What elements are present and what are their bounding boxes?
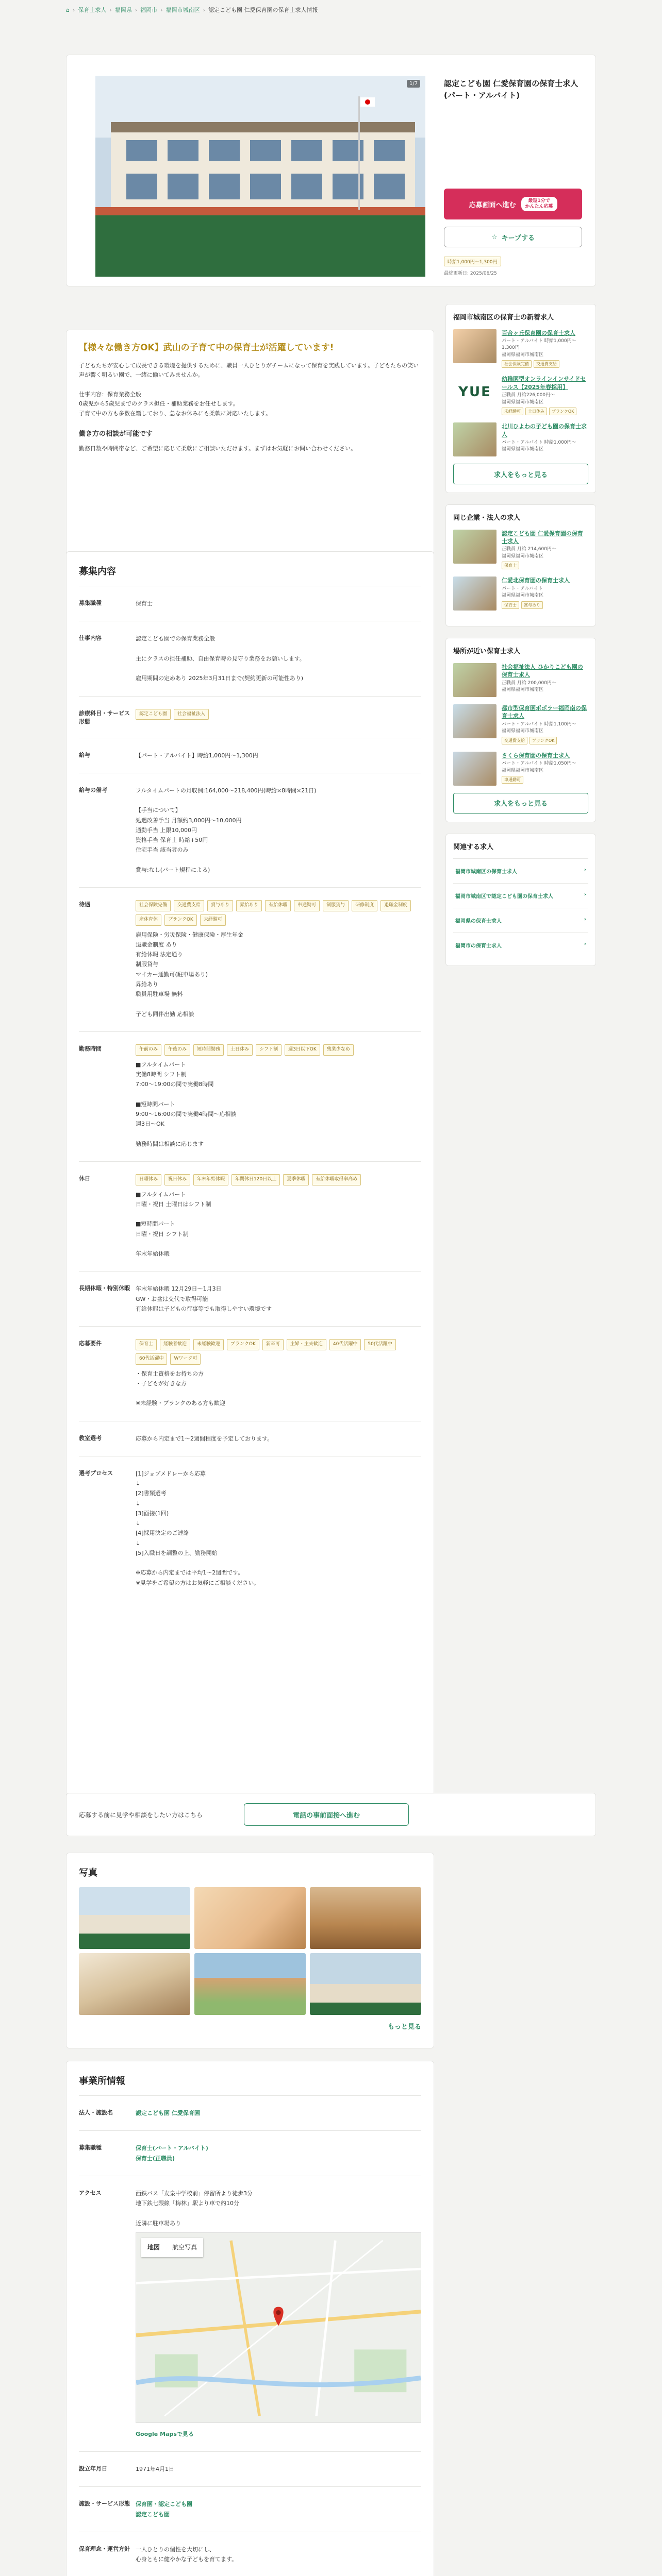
- sidebar-job[interactable]: [453, 329, 588, 368]
- home-icon[interactable]: ⌂: [66, 6, 70, 13]
- detail-label: 休日: [79, 1161, 136, 1272]
- feature-tag: 研修制度: [352, 900, 377, 911]
- office-table: [79, 2095, 421, 2576]
- detail-row: [79, 773, 421, 887]
- chevron-right-icon: ›: [584, 941, 586, 947]
- feature-tag: 交通費支給: [502, 737, 527, 744]
- feature-tag: 社会保険完備: [136, 900, 171, 911]
- detail-value: [136, 1456, 421, 1600]
- feature-tag: 認定こども園: [136, 709, 171, 720]
- map-tab-map[interactable]: 地図: [147, 2243, 160, 2251]
- feature-tag: 午後のみ: [164, 1044, 190, 1056]
- feature-tag: 産休育休: [136, 914, 161, 926]
- feature-tag: 日曜休み: [136, 1174, 161, 1185]
- detail-row: [79, 888, 421, 1032]
- job-summary: [502, 577, 570, 611]
- job-summary: [502, 375, 588, 415]
- feature-tag: 交通費支給: [534, 360, 559, 368]
- hero-photo[interactable]: [95, 76, 425, 277]
- keep-button[interactable]: [444, 227, 582, 247]
- feature-tag: ブランクOK: [227, 1339, 259, 1350]
- detail-tags: [136, 709, 421, 720]
- map-tab-satellite[interactable]: 航空写真: [172, 2243, 197, 2251]
- office-value: [136, 2131, 421, 2176]
- detail-value: [136, 738, 421, 773]
- feature-tag: 保育士: [502, 562, 519, 569]
- job-meta: パート・アルバイト 時給1,000円〜 福岡県福岡市城南区: [502, 439, 576, 452]
- job-tags: [502, 408, 588, 415]
- feature-tag: 主婦・主夫歓迎: [287, 1339, 326, 1350]
- office-label: 設立年月日: [79, 2452, 136, 2487]
- detail-tags: [136, 1174, 421, 1185]
- office-label: 施設・サービス形態: [79, 2487, 136, 2532]
- office-row: [79, 2096, 421, 2131]
- gallery-photo[interactable]: [310, 1953, 421, 2015]
- feature-tag: ブランクOK: [164, 914, 197, 926]
- detail-row: [79, 586, 421, 621]
- same-company-jobs: [445, 504, 596, 626]
- detail-label: 給与: [79, 738, 136, 773]
- gallery-photo[interactable]: [310, 1887, 421, 1949]
- job-thumbnail: [453, 422, 496, 456]
- job-thumbnail: [453, 704, 496, 738]
- feature-tag: 夏季休暇: [283, 1174, 309, 1185]
- office-label: 保育理念・運営方針: [79, 2532, 136, 2576]
- detail-value: [136, 1161, 421, 1272]
- access-map[interactable]: [136, 2232, 421, 2423]
- job-details: [66, 551, 434, 1829]
- feature-tag: 有給休暇: [265, 900, 291, 911]
- detail-label: 選考プロセス: [79, 1456, 136, 1600]
- job-tags: [502, 562, 588, 569]
- apply-button-label: 応募画面へ進む: [469, 201, 516, 209]
- detail-text: 応募から内定まで1〜2週間程度を予定しております。: [136, 1435, 273, 1442]
- detail-row: [79, 621, 421, 696]
- job-meta: 正職員 月給 200,000円〜 福岡県福岡市城南区: [502, 680, 556, 693]
- job-title: 認定こども園 仁愛保育園の保育士求人(パート・アルバイト): [444, 79, 578, 100]
- detail-value: [136, 696, 421, 738]
- office-text: 西鉄バス「友泉中学校前」停留所より徒歩3分 地下鉄七隈線「梅林」駅より車で約10分 近隣に駐車場あり: [136, 2190, 253, 2227]
- feature-tag: 年間休日120日以上: [231, 1174, 280, 1185]
- sidebar: [445, 304, 596, 977]
- job-title-link[interactable]: 認定こども園 仁愛保育園の保育士求人: [502, 530, 583, 545]
- office-link[interactable]: 保育園・認定こども園 認定こども園: [136, 2501, 192, 2518]
- job-summary: [502, 704, 588, 744]
- job-title-link[interactable]: さくら保育園の保育士求人: [502, 752, 570, 759]
- job-intro: [66, 330, 434, 556]
- detail-row: [79, 1421, 421, 1456]
- intro-sub-body: 勤務日数や時間帯など、ご希望に応じて柔軟にご相談いただけます。まずはお気軽にお問い合わせください。: [79, 445, 357, 452]
- detail-value: [136, 773, 421, 887]
- detail-row: [79, 1456, 421, 1600]
- nearby-jobs: [445, 304, 596, 493]
- sidebar-job[interactable]: [453, 530, 588, 570]
- feature-tag: 60代活躍中: [136, 1353, 167, 1365]
- detail-value: [136, 1421, 421, 1456]
- intro-body: 子どもたちが安心して成長できる環境を提供するために、職員一人ひとりがチームになって保育を実践しています。子どもたちの笑い声が響く明るい園で、一緒に働いてみませんか。 仕事内容：保育業務全般 0歳児から5歳児までのクラス担任・補助業務をお任せします。 子育て中の方も多数在籍しており、急なお休みにも柔軟に対応いたします。: [79, 362, 419, 417]
- job-title-link[interactable]: 北川ひよわの子ども園の保育士求人: [502, 423, 587, 438]
- sidebar-job[interactable]: [453, 422, 588, 456]
- feature-tag: 未経験可: [502, 408, 523, 415]
- feature-tag: 土日休み: [227, 1044, 253, 1056]
- detail-value: [136, 1327, 421, 1421]
- feature-tag: 交通費支給: [174, 900, 204, 911]
- job-title-link[interactable]: 幼稚園型オンラインインサイドセールス【2025年春採用】: [502, 376, 586, 391]
- intro-headline: 【様々な働き方OK】武山の子育て中の保育士が活躍しています!: [79, 343, 334, 353]
- star-icon: ☆: [491, 233, 498, 241]
- job-tags: [502, 601, 570, 609]
- job-meta: 正職員 月給 214,600円〜 福岡県福岡市城南区: [502, 547, 556, 559]
- feature-tag: 制服貸与: [323, 900, 349, 911]
- detail-row: [79, 1272, 421, 1327]
- map-canvas: [136, 2233, 421, 2423]
- google-maps-link[interactable]: Google Mapsで見る: [136, 2430, 194, 2437]
- detail-label: 応募要件: [79, 1327, 136, 1421]
- breadcrumb-item[interactable]: 福岡県: [114, 7, 132, 13]
- sidebar-heading: 同じ企業・法人の求人: [453, 514, 521, 522]
- feature-tag: 40代活躍中: [329, 1339, 361, 1350]
- job-tags: [502, 737, 588, 744]
- feature-tag: 車通勤可: [502, 776, 523, 784]
- detail-value: [136, 621, 421, 696]
- feature-tag: 社会保険完備: [502, 360, 532, 368]
- feature-tag: 土日休み: [525, 408, 547, 415]
- gallery-photo[interactable]: [194, 1953, 306, 2015]
- job-title-link[interactable]: 百合ヶ丘保育園の保育士求人: [502, 329, 575, 336]
- office-value: [136, 2452, 421, 2487]
- feature-tag: ブランクOK: [549, 408, 576, 415]
- breadcrumb-item[interactable]: 福岡市城南区: [166, 7, 200, 13]
- detail-value: [136, 888, 421, 1032]
- feature-tag: シフト制: [256, 1044, 282, 1056]
- feature-tag: 祝日休み: [164, 1174, 190, 1185]
- detail-text: 保育士: [136, 600, 153, 607]
- detail-label: 待遇: [79, 888, 136, 1032]
- job-thumbnail: [453, 329, 496, 363]
- detail-text: 【パート・アルバイト】時給1,000円〜1,300円: [136, 752, 258, 759]
- feature-tag: 退職金制度: [380, 900, 411, 911]
- area-jobs: [445, 638, 596, 822]
- sidebar-job[interactable]: [453, 704, 588, 744]
- apply-button[interactable]: [444, 189, 582, 219]
- detail-text: ■フルタイムパート 実働8時間 シフト制 7:00〜19:00の間で実働8時間 ■短時間パート 9:00〜16:00の間で実働4時間〜応相談 週3日〜OK 勤務時間は相談に応じます: [136, 1061, 237, 1147]
- detail-text: 年末年始休暇 12月29日〜1月3日 GW・お盆は交代で取得可能 有給休暇は子どもの行事等でも取得しやすい環境です: [136, 1285, 272, 1312]
- office-value: [136, 2096, 421, 2131]
- feature-tag: 午前のみ: [136, 1044, 161, 1056]
- detail-tags: [136, 1339, 421, 1365]
- feature-tag: 50代活躍中: [364, 1339, 395, 1350]
- keep-button-label: キープする: [501, 234, 535, 242]
- detail-row: [79, 696, 421, 738]
- related-link-label: 福岡県の保育士求人: [455, 919, 502, 925]
- detail-text: フルタイムパートの月収例:164,000〜218,400円(時給×8時間×21日) 【手当について】 処遇改善手当 月額約3,000円〜10,000円 通勤手当 上限10,000円 資格手当 保育士 時給+50円 住宅手当 該当者のみ 賞与:なし(パート規程による): [136, 787, 317, 873]
- office-info: [66, 2061, 434, 2576]
- feature-tag: 保育士: [502, 601, 519, 609]
- job-title-link[interactable]: 仁愛北保育園の保育士求人: [502, 577, 570, 584]
- detail-row: [79, 1031, 421, 1161]
- related-link[interactable]: [453, 908, 588, 933]
- gallery-photo[interactable]: [79, 1887, 190, 1949]
- map-type-tabs: [141, 2238, 203, 2257]
- office-row: [79, 2532, 421, 2576]
- breadcrumb: ⌂ › 保育士求人 › 福岡県 › 福岡市 › 福岡市城南区 › 認定こども園 仁愛保育園の保育士求人情報: [66, 6, 318, 13]
- feature-tag: 昇給あり: [236, 900, 262, 911]
- related-link-label: 福岡市城南区で認定こども園の保育士求人: [455, 894, 553, 900]
- job-thumbnail: [453, 375, 496, 409]
- job-summary: [502, 752, 576, 786]
- apply-badge: 最短1分で かんたん応募: [521, 197, 557, 211]
- breadcrumb-item[interactable]: 福岡市: [140, 7, 158, 13]
- detail-label: 勤務時間: [79, 1031, 136, 1161]
- detail-text: [1]ジョブメドレーから応募 ↓ [2]書類選考 ↓ [3]面接(1回) ↓ [4]採用決定のご連絡 ↓ [5]入職日を調整の上、勤務開始 ※応募から内定までは平均1〜2週間です。 ※見学をご希望の方はお気軽にご相談ください。: [136, 1470, 260, 1586]
- salary-tag: 時給1,000円〜1,300円: [444, 257, 501, 266]
- chevron-right-icon: ›: [584, 892, 586, 898]
- section-title: 事業所情報: [79, 2076, 125, 2087]
- detail-label: 教室選考: [79, 1421, 136, 1456]
- salary-tags: [444, 257, 588, 266]
- feature-tag: 車通勤可: [294, 900, 320, 911]
- job-thumbnail: [453, 530, 496, 564]
- job-thumbnail: [453, 577, 496, 611]
- detail-tags: [136, 1044, 421, 1056]
- more-jobs-button[interactable]: 求人をもっと見る: [453, 793, 588, 814]
- office-text: 1971年4月1日: [136, 2466, 174, 2472]
- feature-tag: 経験者歓迎: [160, 1339, 190, 1350]
- feature-tag: 社会福祉法人: [174, 709, 209, 720]
- gallery-photo[interactable]: [79, 1953, 190, 2015]
- related-link-label: 福岡市城南区の保育士求人: [455, 869, 517, 875]
- job-hero: [66, 55, 596, 286]
- job-summary: [502, 663, 588, 697]
- job-meta: パート・アルバイト 時給1,000円〜1,300円 福岡県福岡市城南区: [502, 338, 576, 358]
- detail-value: [136, 1272, 421, 1327]
- detail-value: [136, 1031, 421, 1161]
- office-label: アクセス: [79, 2176, 136, 2451]
- consult-text: 応募する前に見学や相談をしたい方はこちら: [79, 1811, 203, 1819]
- feature-tag: 未経験歓迎: [193, 1339, 224, 1350]
- job-title-link[interactable]: 都市型保育園ポポラー福岡南の保育士求人: [502, 704, 587, 720]
- last-updated: 最終更新日: 2025/06/25: [444, 271, 497, 276]
- photo-gallery: [66, 1853, 434, 2048]
- feature-tag: 短時間勤務: [193, 1044, 224, 1056]
- sidebar-job[interactable]: [453, 375, 588, 415]
- job-details-table: [79, 586, 421, 1600]
- feature-tag: 賞与あり: [207, 900, 233, 911]
- chevron-right-icon: ›: [584, 917, 586, 923]
- feature-tag: ブランクOK: [529, 737, 557, 744]
- detail-label: 長期休暇・特別休暇: [79, 1272, 136, 1327]
- detail-label: 診療科目・サービス形態: [79, 696, 136, 738]
- related-jobs: [445, 834, 596, 967]
- job-tags: [502, 776, 576, 784]
- office-label: 募集職種: [79, 2131, 136, 2176]
- feature-tag: 新卒可: [262, 1339, 284, 1350]
- photo-grid: [79, 1887, 421, 2015]
- feature-tag: 残業少なめ: [323, 1044, 354, 1056]
- detail-label: 仕事内容: [79, 621, 136, 696]
- office-label: 法人・施設名: [79, 2096, 136, 2131]
- job-meta: パート・アルバイト 時給1,050円〜 福岡県福岡市城南区: [502, 761, 576, 773]
- office-text: 一人ひとりの個性を大切にし、 心身ともに健やかな子どもを育てます。: [136, 2546, 238, 2563]
- detail-value: [136, 586, 421, 621]
- detail-row: [79, 738, 421, 773]
- feature-tag: 未経験可: [200, 914, 226, 926]
- related-link[interactable]: [453, 933, 588, 957]
- sidebar-heading: 関連する求人: [453, 843, 494, 851]
- office-value: [136, 2487, 421, 2532]
- feature-tag: 賞与あり: [521, 601, 543, 609]
- office-link[interactable]: 認定こども園 仁愛保育園: [136, 2110, 200, 2116]
- hero-info: [444, 78, 588, 276]
- photo-counter: 1/7: [407, 80, 420, 88]
- detail-text: 雇用保険・労災保険・健康保険・厚生年金 退職金制度 あり 有給休暇 法定通り 制服貸与 マイカー通勤可(駐車場あり) 昇給あり 職員用駐車場 無料 子ども同伴出勤 応相談: [136, 931, 243, 1018]
- detail-text: ■フルタイムパート 日曜・祝日 土曜日はシフト制 ■短時間パート 日曜・祝日 シフト制 年末年始休暇: [136, 1191, 211, 1257]
- feature-tag: 有給休暇取得率高め: [312, 1174, 361, 1185]
- related-link[interactable]: [453, 858, 588, 883]
- more-jobs-button[interactable]: 求人をもっと見る: [453, 464, 588, 484]
- detail-label: 給与の備考: [79, 773, 136, 887]
- breadcrumb-current: 認定こども園 仁愛保育園の保育士求人情報: [208, 7, 318, 13]
- detail-tags: [136, 900, 421, 926]
- feature-tag: Wワーク可: [170, 1353, 201, 1365]
- job-thumbnail: [453, 752, 496, 786]
- feature-tag: 週3日以下OK: [285, 1044, 320, 1056]
- chevron-right-icon: ›: [584, 867, 586, 873]
- breadcrumb-item[interactable]: 保育士求人: [78, 7, 107, 13]
- sidebar-heading: 場所が近い保育士求人: [453, 648, 521, 656]
- detail-label: 募集職種: [79, 586, 136, 621]
- job-meta: パート・アルバイト 福岡県福岡市城南区: [502, 586, 544, 599]
- job-meta: パート・アルバイト 時給1,100円〜 福岡県福岡市城南区: [502, 721, 576, 734]
- office-value: [136, 2176, 421, 2451]
- office-link[interactable]: 保育士(パート・アルバイト) 保育士(正職員): [136, 2145, 208, 2162]
- job-tags: [502, 360, 588, 368]
- job-meta: 正職員 月給226,000円〜 福岡県福岡市城南区: [502, 393, 555, 405]
- job-summary: [502, 329, 588, 368]
- detail-row: [79, 1161, 421, 1272]
- related-link[interactable]: [453, 883, 588, 908]
- feature-tag: 年末年始休暇: [193, 1174, 228, 1185]
- job-summary: [502, 530, 588, 570]
- section-title: 写真: [79, 1868, 97, 1878]
- section-title: 募集内容: [79, 566, 116, 577]
- job-summary: [502, 422, 588, 456]
- office-row: [79, 2176, 421, 2451]
- consult-banner: [66, 1793, 596, 1836]
- detail-row: [79, 1327, 421, 1421]
- more-photos-link[interactable]: もっと見る: [387, 2023, 421, 2031]
- consult-button[interactable]: 電話の事前面接へ進む: [244, 1803, 409, 1826]
- sidebar-job[interactable]: [453, 577, 588, 611]
- sidebar-job[interactable]: [453, 752, 588, 786]
- office-row: [79, 2487, 421, 2532]
- job-title-link[interactable]: 社会福祉法人 ひかりこども園の保育士求人: [502, 663, 583, 679]
- company-logo: YUE: [458, 384, 491, 400]
- sidebar-heading: 福岡市城南区の保育士の新着求人: [453, 314, 554, 321]
- related-link-label: 福岡市の保育士求人: [455, 943, 502, 950]
- feature-tag: 保育士: [136, 1339, 157, 1350]
- intro-subheading: 働き方の相談が可能です: [79, 430, 153, 438]
- detail-text: ・保育士資格をお持ちの方 ・子どもが好きな方 ※未経験・ブランクのある方も歓迎: [136, 1370, 225, 1407]
- detail-text: 認定こども園での保育業務全般 主にクラスの担任補助、自由保育時の見守り業務をお願いします。 雇用期間の定めあり 2025年3月31日まで(契約更新の可能性あり): [136, 635, 305, 682]
- office-row: [79, 2452, 421, 2487]
- sidebar-job[interactable]: [453, 663, 588, 697]
- job-thumbnail: [453, 663, 496, 697]
- office-row: [79, 2131, 421, 2176]
- school-building-photo: [95, 76, 425, 277]
- office-value: [136, 2532, 421, 2576]
- gallery-photo[interactable]: [194, 1887, 306, 1949]
